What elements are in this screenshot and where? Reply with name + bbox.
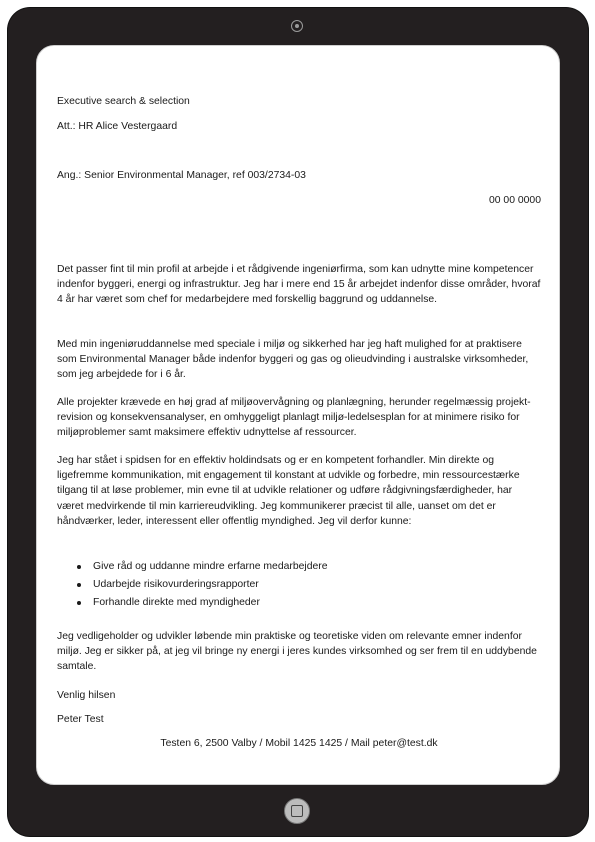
paragraph-3: Alle projekter krævede en høj grad af miljøovervågning og planlægning, herunder regelmæssig projekt-revision og konsekvensanalyser, en omhyggeligt planlagt miljø-ledelsesplan for at minimere risiko for miljøproblemer samt maksimere effektiv udnyttelse af ressourcer. — [57, 397, 531, 439]
bullet-icon — [77, 565, 81, 569]
list-item — [57, 594, 541, 612]
recipient-company: Executive search & selection — [57, 96, 190, 107]
list-item — [57, 576, 541, 594]
tablet-frame — [8, 8, 588, 836]
home-square-icon — [291, 805, 303, 817]
list-item — [57, 558, 541, 576]
paragraph-1: Det passer fint til min profil at arbejde i et rådgivende ingeniørfirma, som kan udnytte mine kompetencer indenfor byggeri, energi og infrastruktur. Jeg har i mere end 15 år arbejdet indenfor disse områder, hvoraf 4 år har været som chef for medarbejdere med forskellig baggrund og uddannelse. — [57, 264, 541, 306]
bullet-icon — [77, 583, 81, 587]
home-button[interactable] — [284, 798, 310, 824]
signature: Peter Test — [57, 714, 104, 725]
bullet-text: Udarbejde risikovurderingsrapporter — [93, 579, 259, 590]
tablet-screen — [36, 45, 560, 785]
subject-line: Ang.: Senior Environmental Manager, ref 003/2734-03 — [57, 170, 306, 181]
bullet-text: Give råd og uddanne mindre erfarne medarbejdere — [93, 561, 328, 572]
contact-footer: Testen 6, 2500 Valby / Mobil 1425 1425 / Mail peter@test.dk — [160, 738, 438, 749]
bullet-icon — [77, 601, 81, 605]
closing-paragraph: Jeg vedligeholder og udvikler løbende min praktiske og teoretiske viden om relevante emner indenfor miljø. Jeg er sikker på, at jeg vil bringe ny energi i jeres kundes virksomhed og ser frem til en uddybende samtale. — [57, 631, 537, 673]
bullet-list — [57, 558, 541, 612]
bullet-text: Forhandle direkte med myndigheder — [93, 597, 260, 608]
camera-icon — [291, 20, 303, 32]
attention-line: Att.: HR Alice Vestergaard — [57, 121, 178, 132]
paragraph-4: Jeg har stået i spidsen for en effektiv holdindsats og er en kompetent forhandler. Min direkte og ligefremme kommunikation, mit engagement til konstant at udvikle og forbedre, min ressourcestærke tilgang til at løse problemer, min evne til at udvikle relationer og udføre rådgivningsfærdigheder, har været medvirkende til min karriereudvikling. Jeg kommunikerer præcist til alle, uanset om det er håndværker, leder, interessent eller offentlig myndighed. Jeg vil derfor kunne: — [57, 455, 520, 527]
greeting: Venlig hilsen — [57, 690, 116, 701]
paragraph-2: Med min ingeniøruddannelse med speciale i miljø og sikkerhed har jeg haft mulighed for at praktisere som Environmental Manager både indenfor byggeri og gas og olieudvinding i australske virksomheder, som jeg arbejdede for i 6 år. — [57, 339, 529, 381]
phone-number: 00 00 0000 — [488, 195, 541, 206]
